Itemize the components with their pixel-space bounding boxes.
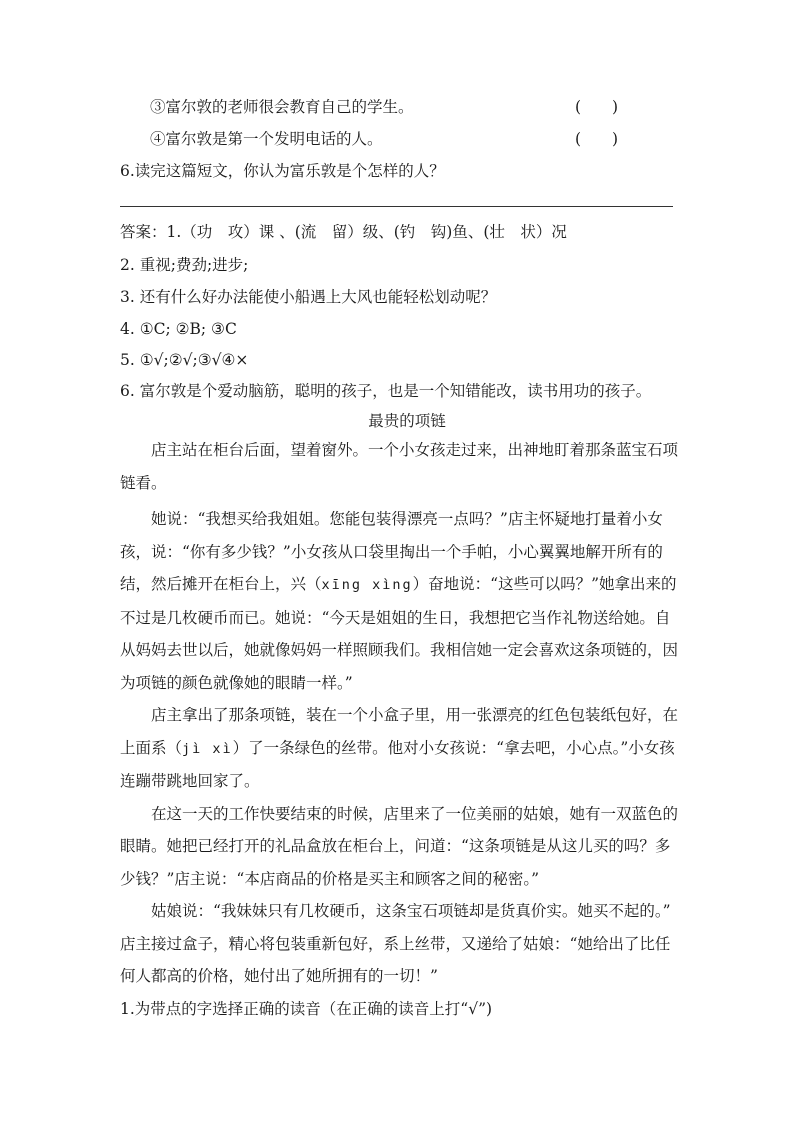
question-item-4: ④富尔敦是第一个发明电话的人。 <box>150 130 383 148</box>
story-paragraph-2 <box>120 503 685 699</box>
answer-bracket-3: ( ) <box>575 98 619 116</box>
story-paragraph-3 <box>120 699 685 798</box>
story-question-1: 1.为带点的字选择正确的读音（在正确的读音上打“√”) <box>120 999 493 1018</box>
answer-line <box>120 206 673 207</box>
story-paragraph-6: 店主接过盒子，精心将包装重新包好，系上丝带，又递给了姑娘：“她给出了比任何人都高的价格，她付出了她所拥有的一切！” <box>120 934 671 985</box>
story-paragraph-2-part-a: 她说：“我想买给我姐姐。您能包装得漂亮一点吗？”店主怀疑地打量着小女孩，说：“你有多少钱？”小女孩从口袋里掏出一个手帕，小心翼翼地解开所有的结，然后摊开在柜台上，兴（ <box>120 510 663 593</box>
pinyin-ji: jì xì <box>182 740 233 757</box>
answer-6: 6. 富尔敦是个爱动脑筋，聪明的孩子，也是一个知错能改，读书用功的孩子。 <box>120 382 652 400</box>
pinyin-xing: xīng xìng <box>321 577 413 593</box>
story-paragraph-2-part-b: ）奋地说：“这些可以吗？”她拿出来的不过是几枚硬币而已。她说：“今天是姐姐的生日，我想把它当作礼物送给她。自从妈妈去世以后，她就像妈妈一样照顾我们。我相信她一定会喜欢这条项链的，因为项链的颜色就像她的眼睛一样。” <box>120 575 679 692</box>
answer-1: 答案：1.（功 攻）课 、(流 留）级、(钓 钩)鱼、(壮 状）况 <box>120 223 567 241</box>
answer-5: 5. ①√;②√;③√④× <box>120 351 249 369</box>
story-paragraph-3-part-b: ）了一条绿色的丝带。他对小女孩说：“拿去吧，小心点。”小女孩连蹦带跳地回家了。 <box>120 738 675 790</box>
question-item-3: ③富尔敦的老师很会教育自己的学生。 <box>150 98 414 116</box>
question-6: 6.读完这篇短文，你认为富乐敦是个怎样的人？ <box>120 162 445 180</box>
story-title: 最贵的项链 <box>368 412 446 430</box>
story-paragraph-5: 姑娘说：“我妹妹只有几枚硬币，这条宝石项链却是货真价实。她买不起的。” <box>151 902 671 920</box>
answer-2: 2. 重视;费劲;进步; <box>120 256 249 274</box>
answer-bracket-4: ( ) <box>575 130 619 148</box>
answer-4: 4. ①C; ②B; ③C <box>120 320 237 338</box>
story-body <box>120 434 685 1025</box>
story-paragraph-1: 店主站在柜台后面，望着窗外。一个小女孩走过来，出神地盯着那条蓝宝石项链看。 <box>120 441 679 492</box>
answer-3: 3. 还有什么好办法能使小船遇上大风也能轻松划动呢？ <box>120 288 497 306</box>
story-paragraph-3-part-a: 店主拿出了那条项链，装在一个小盒子里，用一张漂亮的红色包装纸包好，在上面系（ <box>120 706 679 757</box>
story-paragraph-4: 在这一天的工作快要结束的时候，店里来了一位美丽的姑娘，她有一双蓝色的眼睛。她把已经打开的礼品盒放在柜台上，问道：“这条项链是从这儿买的吗？多少钱？”店主说：“本店商品的价格是买主和顾客之间的秘密。” <box>120 804 679 888</box>
